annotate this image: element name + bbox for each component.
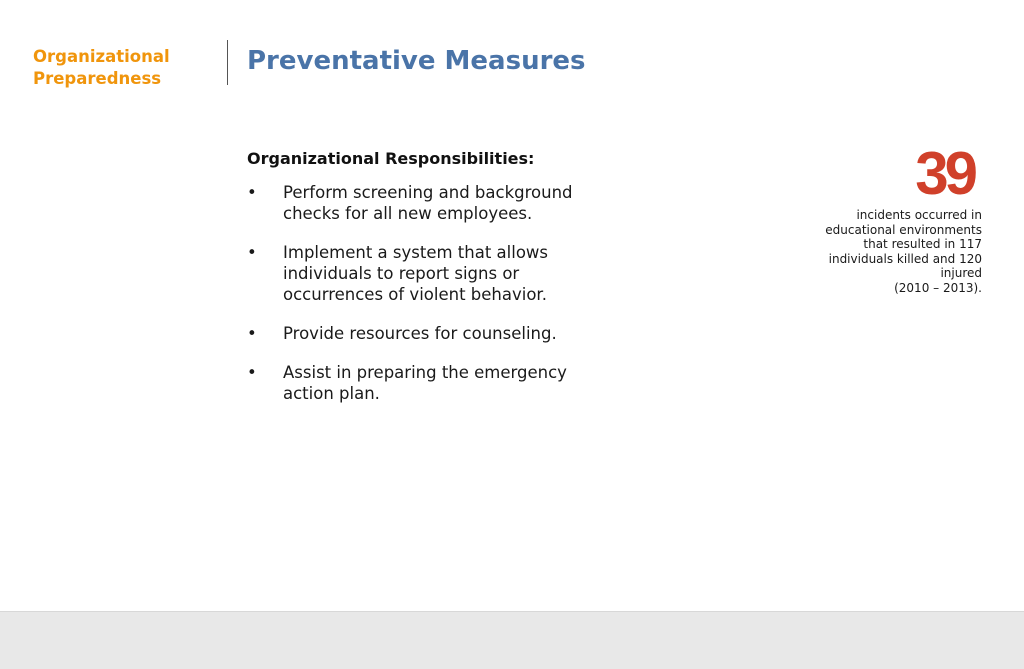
stat-caption: incidents occurred in educational environments that resulted in 117 individuals killed and 120 injured (2010 – 2013). [825,208,982,295]
responsibilities-heading: Organizational Responsibilities: [247,149,535,168]
page-title: Preventative Measures [247,46,586,76]
bullet-icon: • [247,363,257,382]
footer-bar [0,611,1024,669]
list-item-text: Implement a system that allows individuals to report signs or occurrences of violent behavior. [283,243,549,304]
list-item [247,182,587,224]
bullet-icon: • [247,324,257,343]
bullet-icon: • [247,243,257,262]
bullet-icon: • [247,183,257,202]
list-item [247,323,587,344]
header-divider [227,40,228,85]
statistic-callout [822,140,982,295]
list-item [247,242,587,305]
list-item-text: Provide resources for counseling. [283,324,557,343]
list-item [247,362,587,404]
responsibilities-list [247,182,587,404]
list-item-text: Perform screening and background checks for all new employees. [283,183,573,223]
section-label: Organizational Preparedness [33,47,170,88]
list-item-text: Assist in preparing the emergency action plan. [283,363,567,403]
stat-number: 39 [915,140,974,207]
responsibilities-section [247,148,587,422]
